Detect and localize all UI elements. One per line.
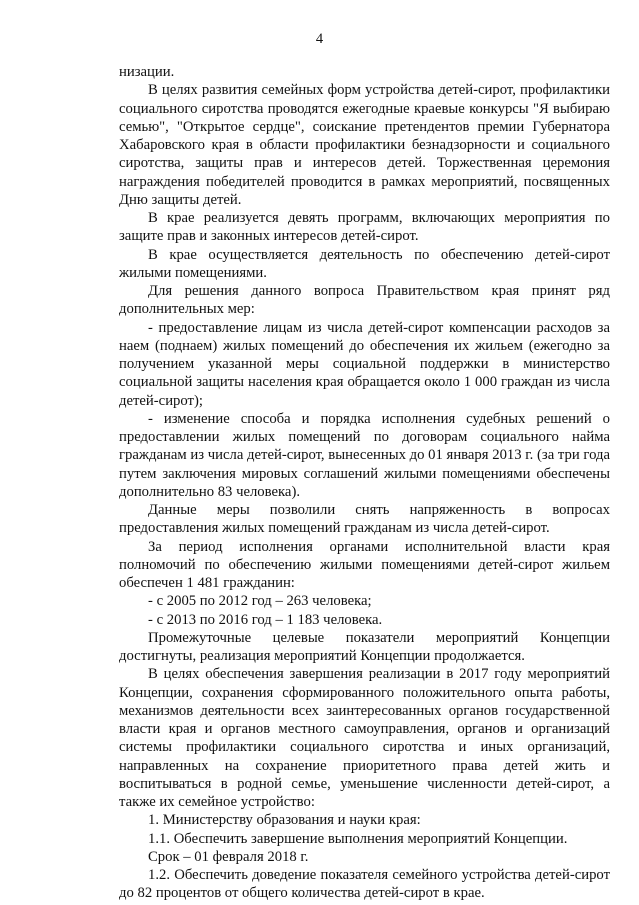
- paragraph-indicators: Промежуточные целевые показатели мероприятий Концепции достигнуты, реализация мероприятий Концепции продолжается.: [119, 629, 610, 664]
- list-item-2005-2012: - с 2005 по 2012 год – 263 человека;: [148, 593, 372, 610]
- paragraph-programs: В крае реализуется девять программ, включающих мероприятия по защите прав и законных интересов детей-сирот.: [119, 210, 610, 245]
- paragraph-item-1-2: 1.2. Обеспечить доведение показателя семейного устройства детей-сирот до 82 процентов от общего количества детей-сирот в крае.: [119, 867, 610, 902]
- document-body: [119, 63, 610, 903]
- page-number: 4: [315, 31, 324, 47]
- list-item-compensation: - предоставление лицам из числа детей-сирот компенсации расходов за наем (поднаем) жилых помещений до обеспечения их жильем (ежегодно за получением указанной меры социальной поддержки в министерство социальной защиты населения края обращается около 1 000 граждан из числа детей-сирот);: [119, 319, 610, 409]
- paragraph-measures-intro: Для решения данного вопроса Правительством края принят ряд дополнительных мер:: [119, 283, 610, 318]
- list-item-2013-2016: - с 2013 по 2016 год – 1 183 человека.: [148, 611, 383, 628]
- paragraph-deadline: Срок – 01 февраля 2018 г.: [148, 848, 309, 865]
- paragraph-purpose: В целях обеспечения завершения реализации в 2017 году мероприятий Концепции, сохранения сформированного положительного опыта работы, механизмов деятельности всех заинтересованных органов государственной власти края и органов местного самоуправления, органов и организаций системы профилактики социального сиротства и иных организаций, направленных на сохранение приоритетного права детей жить и воспитываться в родной семье, уменьшение численности детей-сирот, а также их семейное устройство:: [119, 666, 610, 810]
- list-item-court-decisions: - изменение способа и порядка исполнения судебных решений о предоставлении жилых помещений по договорам социального найма гражданам из числа детей-сирот, вынесенных до 01 января 2013 г. (за три года путем заключения мировых соглашений жилыми помещениями обеспечены дополнительно 83 человека).: [119, 410, 610, 500]
- paragraph-ministry: 1. Министерству образования и науки края:: [148, 812, 421, 829]
- paragraph-contests: В целях развития семейных форм устройства детей-сирот, профилактики социального сиротства проводятся ежегодные краевые конкурсы "Я выбираю семью", "Открытое сердце", соискание претендентов премии Губернатора Хабаровского края в области профилактики безнадзорности и социального сиротства, защиты прав и интересов детей. Торжественная церемония награждения победителей проводится в рамках мероприятий, посвященных Дню защиты детей.: [119, 82, 610, 208]
- paragraph-item-1-1: 1.1. Обеспечить завершение выполнения мероприятий Концепции.: [148, 830, 568, 847]
- paragraph-continuation: низации.: [119, 64, 175, 80]
- paragraph-period-total: За период исполнения органами исполнительной власти края полномочий по обеспечению жилыми помещениями детей-сирот жильем обеспечен 1 481 гражданин:: [119, 538, 610, 591]
- paragraph-housing: В крае осуществляется деятельность по обеспечению детей-сирот жилыми помещениями.: [119, 246, 610, 281]
- paragraph-tension: Данные меры позволили снять напряженность в вопросах предоставления жилых помещений гражданам из числа детей-сирот.: [119, 502, 610, 537]
